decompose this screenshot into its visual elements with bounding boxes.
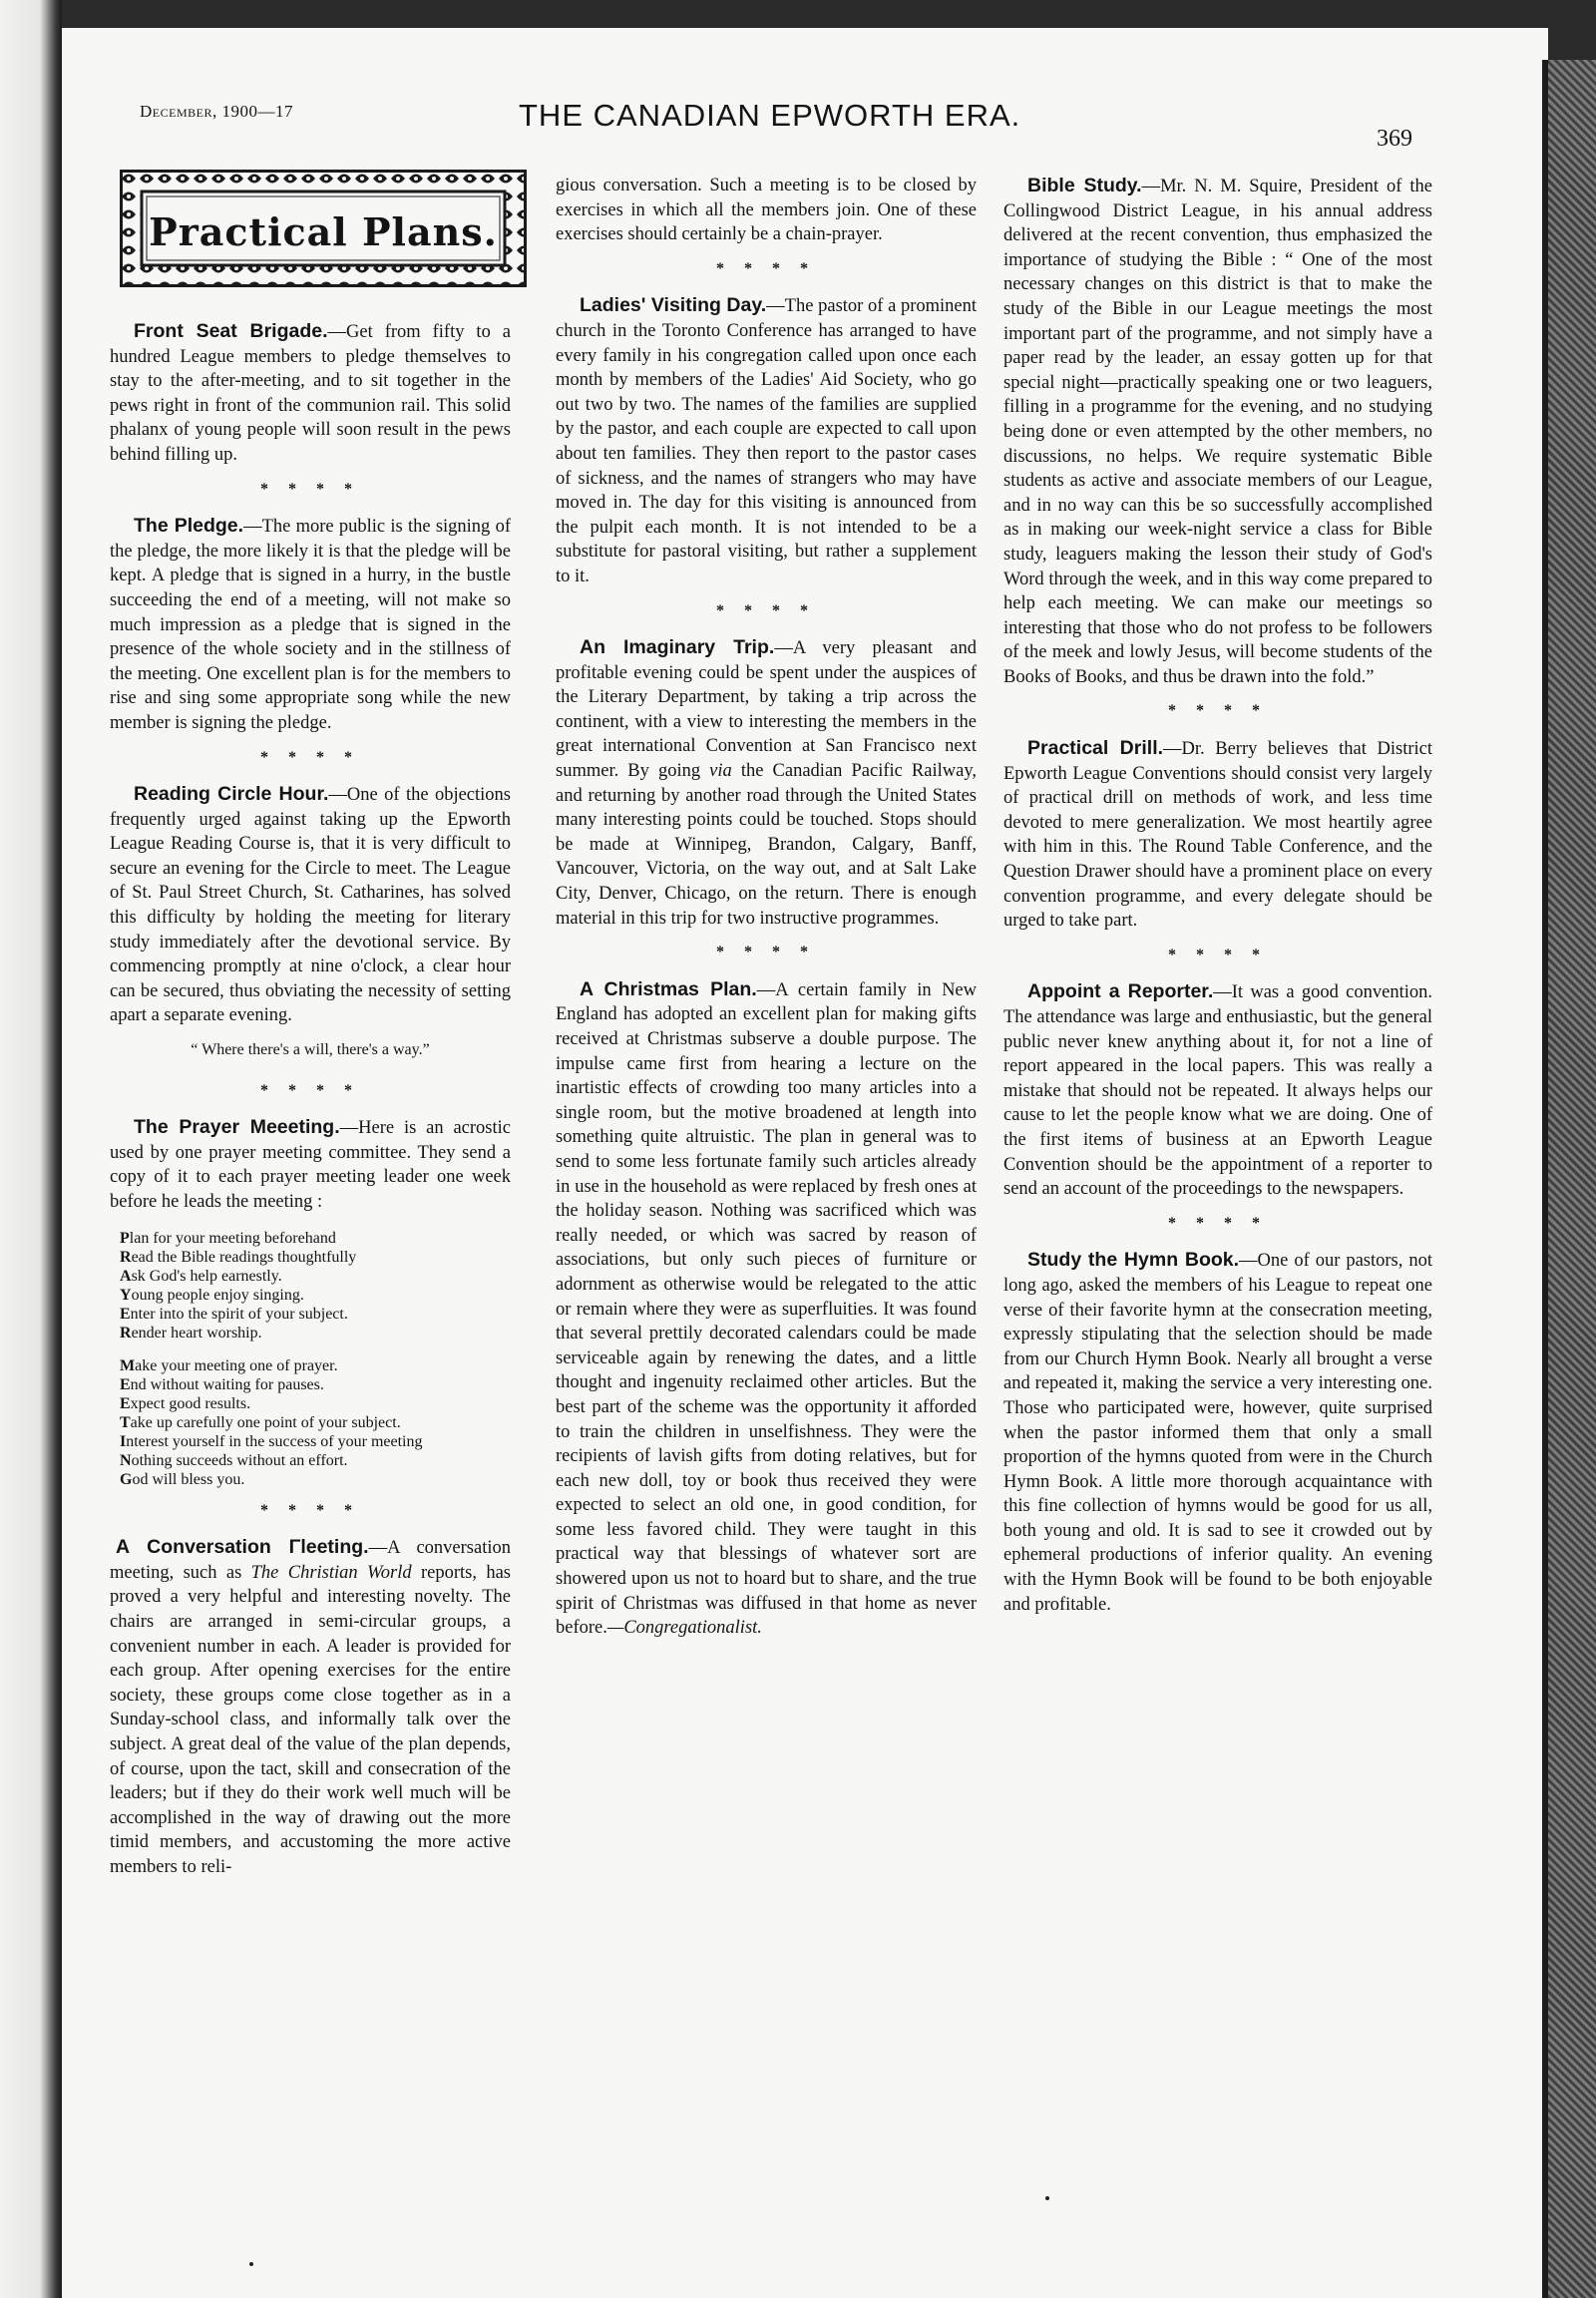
acrostic-line: Make your meeting one of prayer.: [120, 1356, 338, 1374]
article-body: —A conversation meeting, such as: [110, 1538, 511, 1583]
article-body-italic: The Christian World: [250, 1562, 412, 1583]
article-prayer-meeting: [110, 1115, 511, 1214]
article-body: reports, has proved a very helpful and interesting novelty. The chairs are arranged in semi-circular groups, a convenient number in each. A leader is provided for each group. After opening exercises for the entire society, these groups come close together as in a Sunday-school class, and informally talk over the subject. A great deal of the value of the plan depends, of course, upon the tact, skill and consecration of the leaders; but if they do their work well much will be accomplished in the way of drawing out the more timid members, and accustoming the more active members to reli-: [110, 1562, 511, 1877]
section-divider: * * * *: [1168, 1214, 1268, 1232]
section-divider: * * * *: [260, 1501, 360, 1519]
article-practical-drill: [1003, 736, 1432, 934]
acrostic-line: End without waiting for pauses.: [120, 1375, 324, 1393]
article-pledge: [110, 514, 511, 735]
article-lead: Front Seat Brigade.: [134, 320, 328, 342]
acrostic-line: Expect good results.: [120, 1394, 251, 1412]
section-title: Practical Plans.: [149, 209, 498, 254]
article-conversation-meeting: [110, 1535, 511, 1879]
article-front-seat: [110, 319, 511, 468]
acrostic-line: Take up carefully one point of your subject.: [120, 1413, 401, 1431]
acrostic-line: God will bless you.: [120, 1470, 245, 1488]
section-divider: * * * *: [1168, 702, 1268, 720]
article-lead: Study the Hymn Book.: [1027, 1249, 1240, 1272]
marbled-edge: [1548, 60, 1596, 2298]
acrostic-line: Enter into the spirit of your subject.: [120, 1305, 348, 1323]
article-body: —One of our pastors, not long ago, asked the members of his League to repeat one verse of their favorite hymn at the consecration meeting, expressly stipulating that the selection should be made from our Church Hymn Book. Nearly all brought a verse and repeated it, making the service a very interesting one. Those who participated were, however, quite surprised when the pastor informed them that only a small proportion of the hymns quoted from were in the Church Hymn Book. A little more thorough acquaintance with this fine collection of hymns would be good for us all, both young and old. It is sad to see it crowded out by ephemeral productions of inferior quality. An evening with the Hymn Book will be found to be both enjoyable and profitable.: [1003, 1251, 1432, 1615]
acrostic-line: Nothing succeeds without an effort.: [120, 1451, 348, 1469]
acrostic-line: Plan for your meeting beforehand: [120, 1229, 336, 1247]
article-body: —It was a good convention. The attendance was large and enthusiastic, but the general public never knew anything about it, for not a line of report appeared in the local papers. This was really a mistake that should not be repeated. It always helps our cause to let the people know what we are doing. One of the first items of business at an Epworth League Convention should be the appointment of a reporter to send an account of the proceedings to the newspapers.: [1003, 982, 1432, 1200]
article-body: —Mr. N. M. Squire, President of the Collingwood District League, in his annual address delivered at the recent convention, thus emphasized the importance of studying the Bible : “ One of the most necessary changes on this district is that to make the study of the Bible in our League meetings the most important part of the programme, and not simply have a paper read by the leader, an essay gotten up for that special night—practically speaking one or two leaguers, filling in a programme for the evening, and no studying being done or even attempted by the other members, no discussions, no helps. We require systematic Bible students as active and associate members of our League, and in no way can this be so successfully accomplished as in making our week-night service a class for Bible study, leaguers making the lesson their study of God's Word through the week, and in this way come prepared to help each meeting. We can make our meetings so interesting that those who do not profess to be followers of the meek and lowly Jesus, will become students of the Books of Books, and thus be drawn into the fold.”: [1003, 177, 1433, 687]
column-right: [1003, 174, 1432, 1617]
article-imaginary-trip: [556, 635, 977, 931]
section-banner: [120, 170, 527, 287]
print-speck: [1045, 2196, 1049, 2200]
article-body: the Canadian Pacific Railway, and returning by another road through the United States many interesting points could be touched. Stops should be made at Winnipeg, Brandon, Calgary, Banff, Vancouver, Victoria, on the way out, and at Salt Lake City, Denver, Chicago, on the return. There is enough material in this trip for two instructive programmes.: [556, 761, 977, 929]
article-lead: The Prayer Meeeting.: [134, 1116, 340, 1139]
acrostic-line: Ask God's help earnestly.: [120, 1267, 282, 1285]
article-body: —A certain family in New England has adopted an excellent plan for making gifts received at Christmas subserve a double purpose. The impulse came first from hearing a lecture on the inartistic effects of crowding too many articles into a single room, but the motive broadened at length into something quite altruistic. The plan in general was to send to some less fortunate family such articles already in use in the household as were replaced by fresh ones at the holiday season. Nothing was sacrificed which was really needed, or which was sacred by reason of associations, but only such pieces of furniture or adornment as otherwise would be relegated to the attic or remain where they were as superfluities. It was found that several prettily decorated calendars could be made serviceable again by renewing the dates, and a little thought and ingenuity reclaimed other articles. But the best part of the scheme was the opportunity it afforded to train the children in unselfishness. They were the recipients of lavish gifts from doting relatives, but for each new doll, toy or book thus received they were expected to select an old one, in good condition, for some less favored child. They were taught in this practical way that blessings of whatever sort are showered upon us not to hoard but to share, and the true spirit of Christmas was diffused in that home as never before.: [556, 979, 977, 1639]
publication-title: THE CANADIAN EPWORTH ERA.: [519, 98, 1021, 133]
article-ladies-visiting: [556, 293, 977, 588]
article-body: —One of the objections frequently urged against taking up the Epworth League Reading Course is, that it is very difficult to secure an evening for the Circle to meet. The League of St. Paul Street Church, St. Catharines, has solved this difficulty by holding the meeting for literary study immediately after the devotional service. By commencing promptly at nine o'clock, a clear hour can be secured, thus obviating the necessity of setting apart a separate evening.: [110, 785, 511, 1026]
acrostic-line: Young people enjoy singing.: [120, 1286, 304, 1304]
article-body: —Dr. Berry believes that District Epworth League Conventions should consist very largely of practical drill on methods of work, and less time devoted to mere generalization. We most heartily agree with him in this. The Round Table Conference, and the Question Drawer should have a prominent place on every convention programme, and every delegate should be urged to take part.: [1003, 739, 1432, 932]
section-divider: * * * *: [716, 944, 816, 961]
article-quote: “ Where there's a will, there's a way.”: [191, 1041, 430, 1059]
article-source: —Congregationalist.: [606, 1618, 762, 1639]
article-body: —Get from fifty to a hundred League members to pledge themselves to stay to the after-meeting, and to sit together in the pews right in front of the communion rail. This solid phalanx of young people will soon result in the pews behind filling up.: [110, 322, 511, 465]
acrostic-line: Interest yourself in the success of your meeting: [120, 1432, 423, 1450]
column-middle: [556, 174, 977, 1641]
article-body: —Here is an acrostic used by one prayer meeting committee. They send a copy of it to each prayer meeting leader one week before he leads the meeting :: [110, 1118, 511, 1212]
binding-edge: [0, 0, 62, 2298]
section-divider: * * * *: [260, 1081, 360, 1099]
article-body: —The more public is the signing of the pledge, the more likely it is that the pledge will be kept. A pledge that is signed in a hurry, in the bustle succeeding the end of a meeting, will not make so much impression as a pledge that is signed in the presence of the whole society and in the stillness of the meeting. One excellent plan is for the members to rise and sing some appropriate song while the new member is signing the pledge.: [110, 517, 511, 733]
article-lead: Practical Drill.: [1027, 737, 1164, 760]
print-speck: [249, 2262, 253, 2266]
article-lead: Ladies' Visiting Day.: [580, 294, 767, 317]
article-lead: The Pledge.: [134, 515, 244, 538]
section-divider: * * * *: [1168, 946, 1268, 963]
article-body: —A very pleasant and profitable evening could be spent under the auspices of the Literary Department, by taking a trip across the continent, with a view to interesting the members in the great international Convention at San Francisco next summer. By going: [556, 638, 977, 782]
article-reading-circle: [110, 782, 511, 1028]
article-lead: Bible Study.: [1027, 175, 1142, 196]
acrostic-list: [120, 1229, 511, 1489]
issue-date: December, 1900—17: [140, 102, 293, 121]
article-appoint-reporter: [1003, 979, 1432, 1201]
article-body-italic: via: [709, 761, 732, 782]
article-lead: Appoint a Reporter.: [1027, 980, 1214, 1003]
acrostic-line: Render heart worship.: [120, 1324, 262, 1341]
article-lead: A Conversation Γleeting.: [116, 1536, 369, 1559]
section-divider: * * * *: [260, 748, 360, 766]
article-lead: A Christmas Plan.: [580, 977, 757, 1000]
article-lead: Reading Circle Hour.: [134, 783, 329, 806]
article-lead: An Imaginary Trip.: [580, 636, 775, 659]
article-hymn-book: [1003, 1248, 1432, 1617]
article-body: —The pastor of a prominent church in the Toronto Conference has arranged to have every family in his congregation called upon once each month by members of the Ladies' Aid Society, who go out two by two. The names of the families are supplied by the pastor, and each couple are expected to call upon about ten families. They then report to the pastor cases of sickness, and the names of strangers who may have moved in. The day for this visiting is announced from the pulpit each month. It is not intended to be a substitute for pastoral visiting, but rather a supplement to it.: [556, 296, 978, 586]
article-christmas-plan: [556, 977, 977, 1641]
column-left: [110, 319, 511, 1880]
article-conversation-continued: gious conversation. Such a meeting is to be closed by exercises in which all the members join. One of these exercises should certainly be a chain-prayer.: [556, 176, 977, 245]
page-number: 369: [1377, 126, 1412, 152]
section-divider: * * * *: [716, 259, 816, 277]
section-divider: * * * *: [260, 480, 360, 498]
section-divider: * * * *: [716, 601, 816, 619]
article-bible-study: [1003, 174, 1432, 689]
acrostic-line: Read the Bible readings thoughtfully: [120, 1248, 357, 1266]
